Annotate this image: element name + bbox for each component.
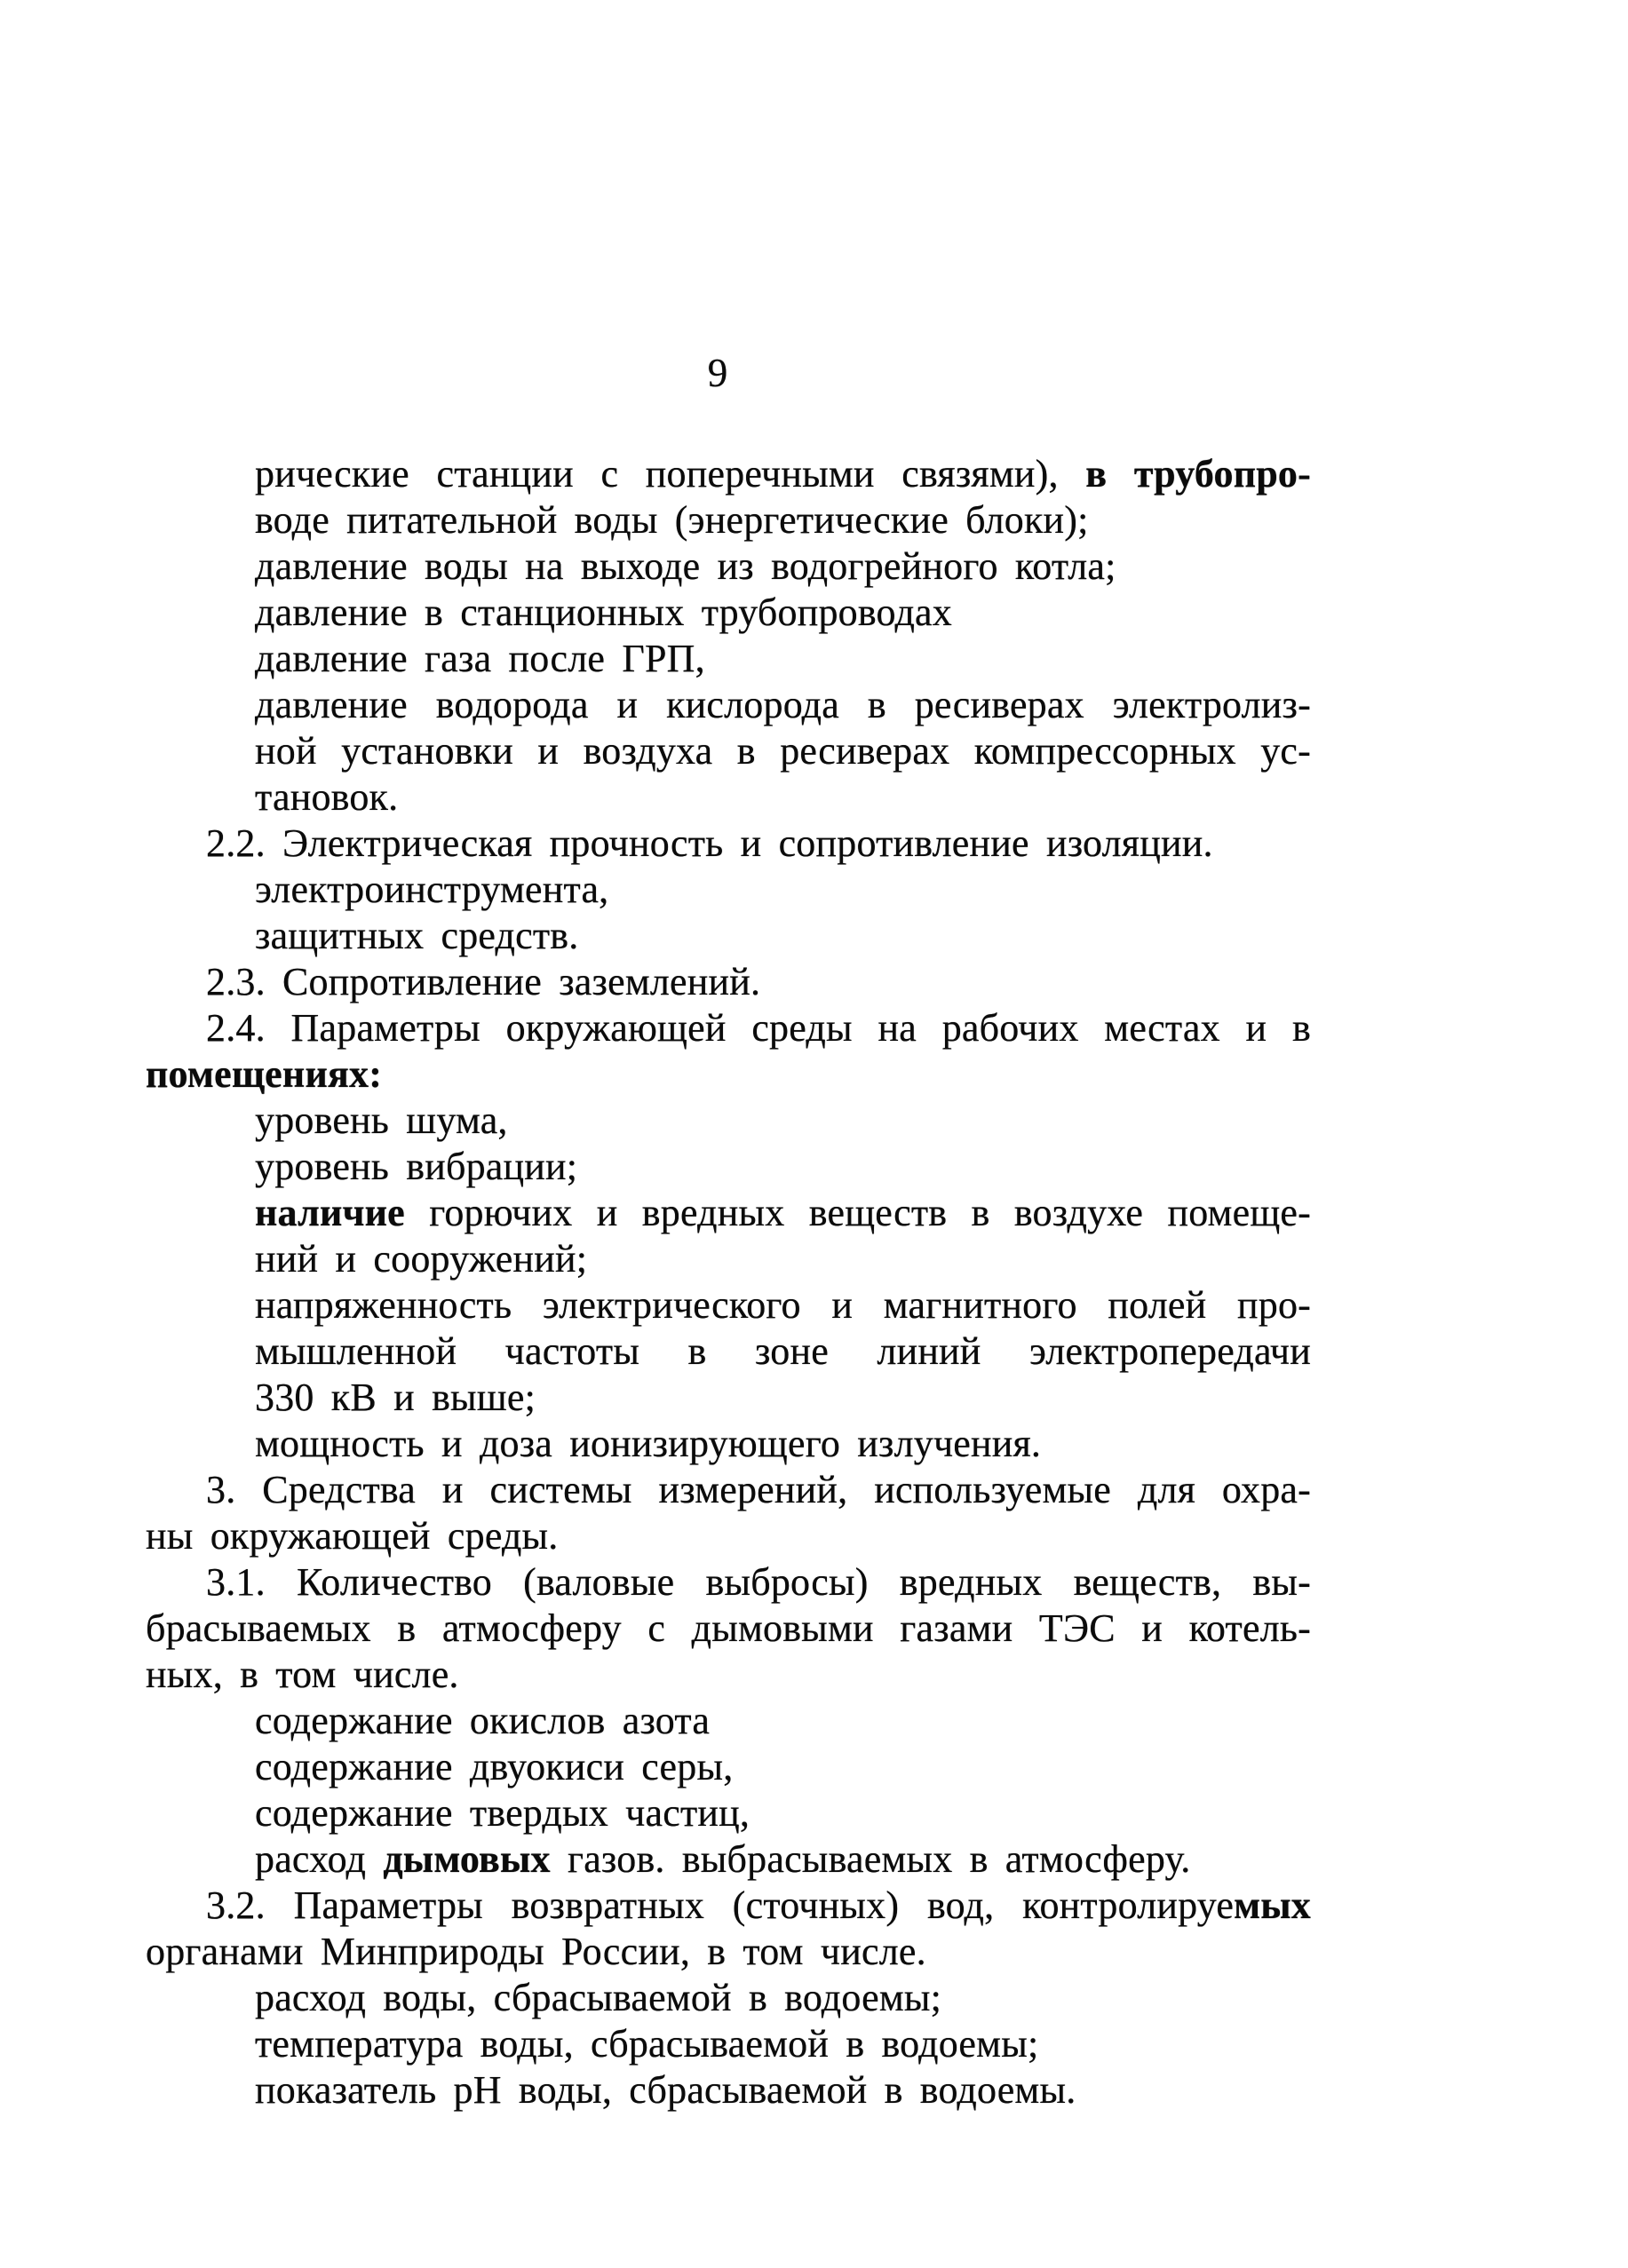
text-line	[146, 821, 1311, 867]
text-segment: горючих и вредных веществ в воздухе помеще-	[404, 1191, 1311, 1234]
text-segment: ний и сооружений;	[255, 1237, 588, 1281]
text-segment: 2.3. Сопротивление заземлений.	[206, 960, 761, 1003]
text-segment: уровень шума,	[255, 1098, 508, 1142]
text-line	[146, 1190, 1311, 1236]
text-segment: 2.2. Электрическая прочность и сопротивление изоляции.	[206, 821, 1213, 865]
text-line	[146, 497, 1311, 543]
text-line	[146, 1098, 1311, 1144]
text-line	[146, 2067, 1311, 2113]
text-line	[146, 1375, 1311, 1421]
text-segment: содержание твердых частиц,	[255, 1791, 750, 1835]
text-segment: давление водорода и кислорода в ресиверах электролиз-	[255, 683, 1311, 726]
text-segment: 330 кВ и выше;	[255, 1376, 536, 1419]
text-line	[146, 451, 1311, 497]
text-segment: ны окружающей среды.	[146, 1514, 559, 1558]
text-line	[146, 1559, 1311, 1606]
text-segment-bold: помещениях:	[146, 1052, 383, 1096]
text-segment: ных, в том числе.	[146, 1653, 459, 1696]
text-line	[146, 1144, 1311, 1190]
text-line	[146, 774, 1311, 821]
text-line	[146, 1698, 1311, 1744]
text-segment: содержание двуокиси серы,	[255, 1745, 734, 1788]
text-segment: воде питательной воды (энергетические блоки);	[255, 498, 1089, 542]
text-segment: ной установки и воздуха в ресиверах компрессорных ус-	[255, 729, 1311, 773]
text-segment: 3.1. Количество (валовые выбросы) вредных веществ, вы-	[206, 1560, 1311, 1604]
text-line	[146, 1836, 1311, 1883]
text-segment: уровень вибрации;	[255, 1145, 578, 1188]
text-segment-bold: в трубопро-	[1085, 452, 1311, 496]
text-segment: рические станции с поперечными связями),	[255, 452, 1086, 496]
text-segment: расход	[255, 1837, 384, 1881]
text-line	[146, 1744, 1311, 1790]
text-line	[146, 1652, 1311, 1698]
text-segment-bold: мых	[1234, 1883, 1311, 1927]
text-segment: электроинструмента,	[255, 868, 609, 911]
text-line	[146, 1421, 1311, 1467]
text-line	[146, 1790, 1311, 1836]
text-segment: расход воды, сбрасываемой в водоемы;	[255, 1976, 942, 2019]
text-segment: 3. Средства и системы измерений, используемые для охра-	[206, 1468, 1311, 1511]
text-segment: напряженность электрического и магнитного полей про-	[255, 1283, 1311, 1327]
text-segment: защитных средств.	[255, 914, 579, 957]
text-line	[146, 1051, 1311, 1098]
text-segment: мышленной частоты в зоне линий электропередачи	[255, 1329, 1311, 1373]
text-line	[146, 1975, 1311, 2021]
text-segment: органами Минприроды России, в том числе.	[146, 1930, 926, 1973]
text-segment: давление воды на выходе из водогрейного котла;	[255, 544, 1116, 588]
text-segment: показатель рН воды, сбрасываемой в водоемы.	[255, 2068, 1076, 2112]
text-segment-bold: наличие	[255, 1191, 405, 1234]
text-segment: содержание окислов азота	[255, 1699, 711, 1742]
text-line	[146, 1606, 1311, 1652]
text-segment: брасываемых в атмосферу с дымовыми газами ТЭС и котель-	[146, 1606, 1311, 1650]
text-segment: давление газа после ГРП,	[255, 637, 705, 680]
text-segment: газов. выбрасываемых в атмосферу.	[550, 1837, 1191, 1881]
text-segment-bold: дымовых	[383, 1837, 551, 1881]
text-segment: тановок.	[255, 775, 399, 819]
text-line	[146, 2021, 1311, 2067]
text-line	[146, 959, 1311, 1005]
text-line	[146, 590, 1311, 636]
text-line	[146, 1467, 1311, 1513]
text-segment: давление в станционных трубопроводах	[255, 591, 952, 634]
text-line	[146, 913, 1311, 959]
text-line	[146, 1513, 1311, 1559]
text-line	[146, 867, 1311, 913]
text-block	[146, 451, 1311, 2113]
text-line	[146, 1005, 1311, 1051]
text-line	[146, 636, 1311, 682]
page-number: 9	[707, 351, 728, 395]
text-line	[146, 1883, 1311, 1929]
text-line	[146, 1929, 1311, 1975]
text-segment: мощность и доза ионизирующего излучения.	[255, 1422, 1042, 1465]
text-line	[146, 728, 1311, 774]
text-line	[146, 1328, 1311, 1375]
text-line	[146, 543, 1311, 590]
text-line	[146, 1282, 1311, 1328]
text-segment: температура воды, сбрасываемой в водоемы;	[255, 2022, 1039, 2066]
text-line	[146, 682, 1311, 728]
text-segment: 2.4. Параметры окружающей среды на рабочих местах и в	[206, 1006, 1311, 1050]
text-line	[146, 1236, 1311, 1282]
text-segment: 3.2. Параметры возвратных (сточных) вод, контролируе	[206, 1883, 1235, 1927]
